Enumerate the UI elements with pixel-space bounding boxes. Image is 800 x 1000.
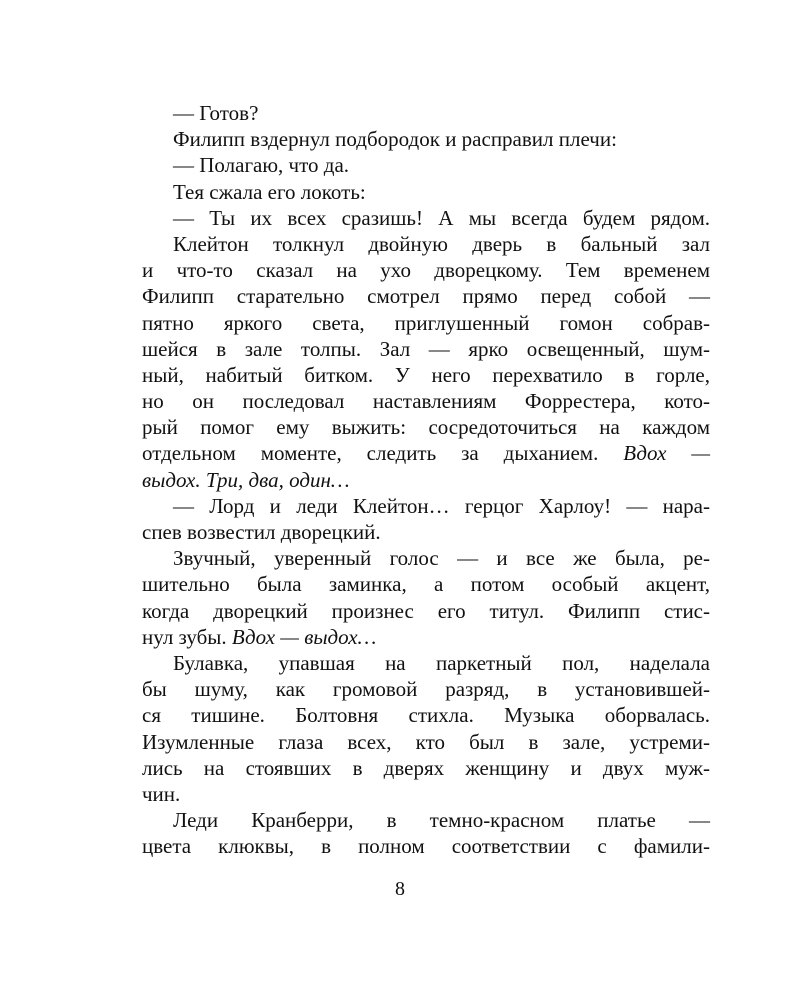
text-line: нул зубы. Вдох — выдох… [142,624,377,649]
text-line: отдельном моменте, следить за дыханием. Вдох — [142,441,710,466]
text-line: — Готов? [173,101,259,125]
text-line: но он последовал наставлениям Форрестера, кото- [142,389,710,414]
page-number: 8 [395,878,405,900]
text-line: ный, набитый битком. У него перехватило в горле, [142,362,710,387]
text-line: Филипп вздернул подбородок и расправил плечи: [173,127,617,152]
text-line: чин. [142,781,181,806]
text-line: бы шуму, как громовой разряд, в установившей- [142,677,710,702]
text-line: — Ты их всех сразишь! А мы всегда будем рядом. [173,205,710,230]
italic-text: выдох. Три, два, один… [142,467,350,492]
text-line: цвета клюквы, в полном соответствии с фамили- [142,834,710,859]
text-line: Изумленные глаза всех, кто был в зале, устреми- [142,729,710,754]
text-line: пятно яркого света, приглушенный гомон собрав- [142,310,710,335]
text-line: ся тишине. Болтовня стихла. Музыка оборвалась. [142,703,710,728]
text-line: Леди Кранберри, в темно-красном платье — [173,808,710,833]
text-line: Звучный, уверенный голос — и все же была, ре- [173,546,710,571]
italic-text: Вдох — выдох… [231,624,377,649]
text-line: — Полагаю, что да. [173,153,350,178]
text-line: — Лорд и леди Клейтон… герцог Харлоу! — нара- [173,493,710,518]
text-line [142,467,710,493]
text-line: спев возвестил дворецкий. [142,520,381,544]
text-line: шейся в зале толпы. Зал — ярко освещенный, шум- [142,336,710,361]
body-text [142,100,710,859]
text-line: шительно была заминка, а потом особый акцент, [142,572,710,597]
italic-text: Вдох — [623,441,710,466]
text-line: Тея сжала его локоть: [173,179,366,204]
text-line: Булавка, упавшая на паркетный пол, наделала [173,650,710,675]
text-line: когда дворецкий произнес его титул. Филипп стис- [142,598,710,623]
text-line: рый помог ему выжить: сосредоточиться на каждом [142,415,710,440]
text-line: Клейтон толкнул двойную дверь в бальный зал [173,231,710,256]
text-line: Филипп старательно смотрел прямо перед собой — [142,284,710,309]
text-line: и что-то сказал на ухо дворецкому. Тем временем [142,258,710,283]
text-line: лись на стоявших в дверях женщину и двух муж- [142,755,710,780]
